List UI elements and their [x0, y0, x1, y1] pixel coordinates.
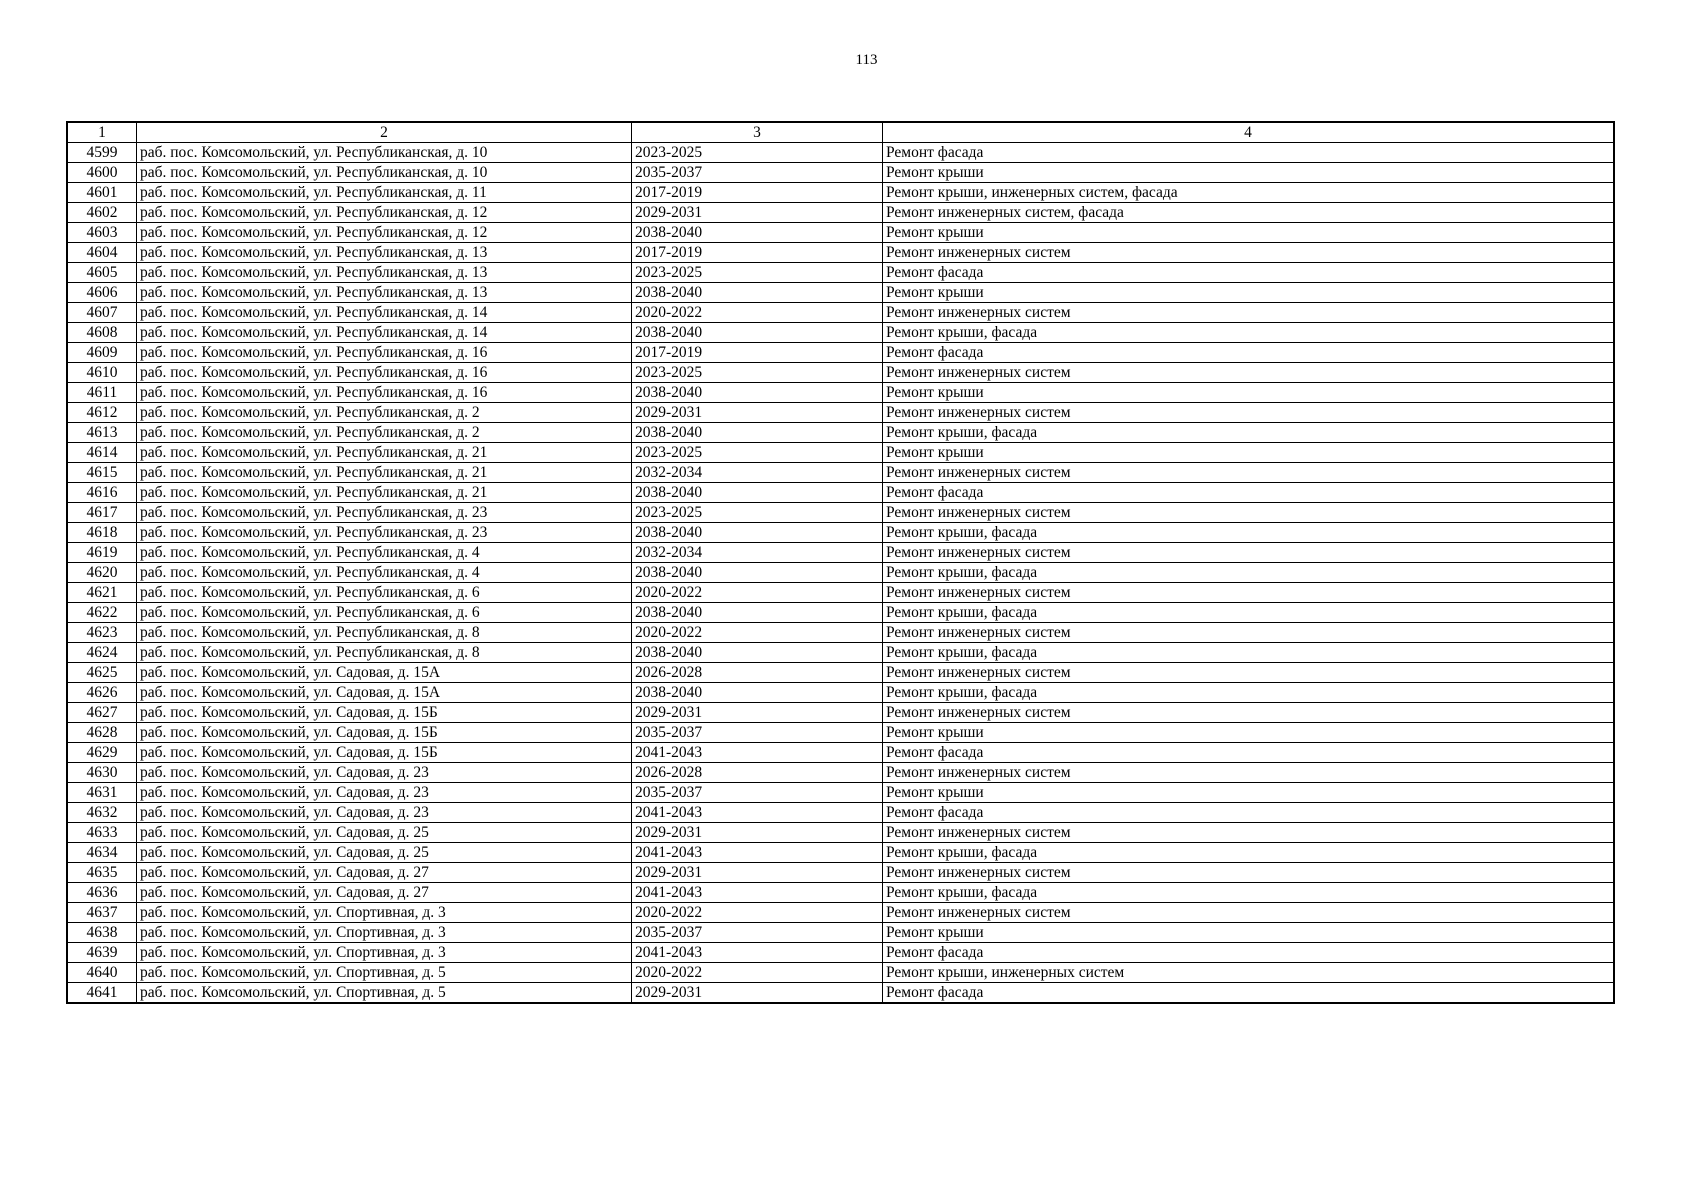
work-type-cell: Ремонт инженерных систем: [883, 543, 1615, 563]
work-type-cell: Ремонт крыши, фасада: [883, 643, 1615, 663]
work-type-cell: Ремонт фасада: [883, 743, 1615, 763]
row-number-cell: 4623: [67, 623, 137, 643]
row-number-cell: 4612: [67, 403, 137, 423]
table-row: [67, 803, 1614, 823]
work-type-cell: Ремонт крыши: [883, 383, 1615, 403]
work-type-cell: Ремонт инженерных систем: [883, 903, 1615, 923]
work-type-cell: Ремонт крыши, инженерных систем: [883, 963, 1615, 983]
work-type-cell: Ремонт фасада: [883, 983, 1615, 1004]
address-cell: раб. пос. Комсомольский, ул. Садовая, д. 15Б: [137, 723, 632, 743]
row-number-cell: 4604: [67, 243, 137, 263]
row-number-cell: 4634: [67, 843, 137, 863]
address-cell: раб. пос. Комсомольский, ул. Республиканская, д. 21: [137, 463, 632, 483]
row-number-cell: 4635: [67, 863, 137, 883]
period-cell: 2041-2043: [632, 943, 883, 963]
table-row: [67, 483, 1614, 503]
work-type-cell: Ремонт крыши, фасада: [883, 603, 1615, 623]
row-number-cell: 4628: [67, 723, 137, 743]
row-number-cell: 4633: [67, 823, 137, 843]
row-number-cell: 4625: [67, 663, 137, 683]
row-number-cell: 4638: [67, 923, 137, 943]
work-type-cell: Ремонт инженерных систем: [883, 703, 1615, 723]
row-number-cell: 4637: [67, 903, 137, 923]
table-row: [67, 323, 1614, 343]
table-row: [67, 503, 1614, 523]
address-cell: раб. пос. Комсомольский, ул. Садовая, д. 23: [137, 783, 632, 803]
row-number-cell: 4641: [67, 983, 137, 1004]
period-cell: 2038-2040: [632, 683, 883, 703]
table-row: [67, 763, 1614, 783]
period-cell: 2038-2040: [632, 483, 883, 503]
period-cell: 2023-2025: [632, 443, 883, 463]
row-number-cell: 4636: [67, 883, 137, 903]
row-number-cell: 4611: [67, 383, 137, 403]
period-cell: 2035-2037: [632, 723, 883, 743]
period-cell: 2029-2031: [632, 403, 883, 423]
period-cell: 2038-2040: [632, 643, 883, 663]
period-cell: 2038-2040: [632, 283, 883, 303]
period-cell: 2035-2037: [632, 923, 883, 943]
period-cell: 2020-2022: [632, 963, 883, 983]
table-row: [67, 683, 1614, 703]
address-cell: раб. пос. Комсомольский, ул. Республиканская, д. 23: [137, 503, 632, 523]
address-cell: раб. пос. Комсомольский, ул. Республиканская, д. 4: [137, 563, 632, 583]
period-cell: 2023-2025: [632, 503, 883, 523]
address-cell: раб. пос. Комсомольский, ул. Республиканская, д. 16: [137, 363, 632, 383]
address-cell: раб. пос. Комсомольский, ул. Спортивная, д. 3: [137, 923, 632, 943]
address-cell: раб. пос. Комсомольский, ул. Спортивная, д. 5: [137, 963, 632, 983]
table-row: [67, 983, 1614, 1004]
work-type-cell: Ремонт фасада: [883, 143, 1615, 163]
table-row: [67, 663, 1614, 683]
address-cell: раб. пос. Комсомольский, ул. Республиканская, д. 13: [137, 263, 632, 283]
row-number-cell: 4616: [67, 483, 137, 503]
work-type-cell: Ремонт фасада: [883, 483, 1615, 503]
work-type-cell: Ремонт крыши: [883, 723, 1615, 743]
work-type-cell: Ремонт инженерных систем: [883, 763, 1615, 783]
row-number-cell: 4617: [67, 503, 137, 523]
row-number-cell: 4639: [67, 943, 137, 963]
table-row: [67, 823, 1614, 843]
row-number-cell: 4629: [67, 743, 137, 763]
work-type-cell: Ремонт инженерных систем: [883, 243, 1615, 263]
work-type-cell: Ремонт инженерных систем: [883, 583, 1615, 603]
work-type-cell: Ремонт крыши, инженерных систем, фасада: [883, 183, 1615, 203]
table-row: [67, 943, 1614, 963]
period-cell: 2041-2043: [632, 743, 883, 763]
work-type-cell: Ремонт крыши, фасада: [883, 843, 1615, 863]
table-row: [67, 603, 1614, 623]
address-cell: раб. пос. Комсомольский, ул. Республиканская, д. 23: [137, 523, 632, 543]
address-cell: раб. пос. Комсомольский, ул. Садовая, д. 15Б: [137, 703, 632, 723]
table-row: [67, 283, 1614, 303]
work-type-cell: Ремонт фасада: [883, 943, 1615, 963]
address-cell: раб. пос. Комсомольский, ул. Республиканская, д. 8: [137, 643, 632, 663]
work-type-cell: Ремонт крыши: [883, 163, 1615, 183]
work-type-cell: Ремонт крыши: [883, 283, 1615, 303]
header-col-2: 2: [137, 122, 632, 143]
table-row: [67, 463, 1614, 483]
table-row: [67, 243, 1614, 263]
period-cell: 2032-2034: [632, 543, 883, 563]
address-cell: раб. пос. Комсомольский, ул. Спортивная, д. 3: [137, 903, 632, 923]
table-row: [67, 863, 1614, 883]
address-cell: раб. пос. Комсомольский, ул. Республиканская, д. 14: [137, 323, 632, 343]
table-row: [67, 883, 1614, 903]
table-row: [67, 923, 1614, 943]
header-col-4: 4: [883, 122, 1615, 143]
row-number-cell: 4601: [67, 183, 137, 203]
row-number-cell: 4600: [67, 163, 137, 183]
table-row: [67, 163, 1614, 183]
address-cell: раб. пос. Комсомольский, ул. Республиканская, д. 12: [137, 203, 632, 223]
work-type-cell: Ремонт крыши: [883, 443, 1615, 463]
period-cell: 2020-2022: [632, 623, 883, 643]
table-row: [67, 523, 1614, 543]
address-cell: раб. пос. Комсомольский, ул. Республиканская, д. 16: [137, 343, 632, 363]
address-cell: раб. пос. Комсомольский, ул. Спортивная, д. 5: [137, 983, 632, 1004]
period-cell: 2032-2034: [632, 463, 883, 483]
address-cell: раб. пос. Комсомольский, ул. Республиканская, д. 11: [137, 183, 632, 203]
period-cell: 2020-2022: [632, 303, 883, 323]
address-cell: раб. пос. Комсомольский, ул. Республиканская, д. 14: [137, 303, 632, 323]
period-cell: 2029-2031: [632, 863, 883, 883]
period-cell: 2041-2043: [632, 883, 883, 903]
address-cell: раб. пос. Комсомольский, ул. Садовая, д. 23: [137, 763, 632, 783]
table-row: [67, 223, 1614, 243]
address-cell: раб. пос. Комсомольский, ул. Садовая, д. 23: [137, 803, 632, 823]
address-cell: раб. пос. Комсомольский, ул. Республиканская, д. 2: [137, 403, 632, 423]
work-type-cell: Ремонт инженерных систем: [883, 623, 1615, 643]
row-number-cell: 4627: [67, 703, 137, 723]
work-type-cell: Ремонт инженерных систем: [883, 463, 1615, 483]
work-type-cell: Ремонт инженерных систем: [883, 503, 1615, 523]
address-cell: раб. пос. Комсомольский, ул. Республиканская, д. 2: [137, 423, 632, 443]
row-number-cell: 4631: [67, 783, 137, 803]
row-number-cell: 4619: [67, 543, 137, 563]
address-cell: раб. пос. Комсомольский, ул. Республиканская, д. 21: [137, 443, 632, 463]
table-row: [67, 403, 1614, 423]
address-cell: раб. пос. Комсомольский, ул. Спортивная, д. 3: [137, 943, 632, 963]
row-number-cell: 4615: [67, 463, 137, 483]
row-number-cell: 4610: [67, 363, 137, 383]
address-cell: раб. пос. Комсомольский, ул. Республиканская, д. 6: [137, 583, 632, 603]
period-cell: 2026-2028: [632, 763, 883, 783]
period-cell: 2017-2019: [632, 243, 883, 263]
work-type-cell: Ремонт инженерных систем: [883, 863, 1615, 883]
period-cell: 2041-2043: [632, 843, 883, 863]
row-number-cell: 4632: [67, 803, 137, 823]
work-type-cell: Ремонт инженерных систем: [883, 303, 1615, 323]
period-cell: 2038-2040: [632, 563, 883, 583]
row-number-cell: 4640: [67, 963, 137, 983]
work-type-cell: Ремонт инженерных систем: [883, 363, 1615, 383]
table-row: [67, 963, 1614, 983]
period-cell: 2020-2022: [632, 583, 883, 603]
table-row: [67, 703, 1614, 723]
row-number-cell: 4620: [67, 563, 137, 583]
period-cell: 2029-2031: [632, 823, 883, 843]
address-cell: раб. пос. Комсомольский, ул. Республиканская, д. 8: [137, 623, 632, 643]
row-number-cell: 4621: [67, 583, 137, 603]
table-row: [67, 363, 1614, 383]
row-number-cell: 4618: [67, 523, 137, 543]
page-number: 113: [855, 52, 878, 68]
address-cell: раб. пос. Комсомольский, ул. Садовая, д. 25: [137, 823, 632, 843]
address-cell: раб. пос. Комсомольский, ул. Республиканская, д. 16: [137, 383, 632, 403]
period-cell: 2041-2043: [632, 803, 883, 823]
address-cell: раб. пос. Комсомольский, ул. Республиканская, д. 13: [137, 243, 632, 263]
address-cell: раб. пос. Комсомольский, ул. Садовая, д. 27: [137, 863, 632, 883]
work-type-cell: Ремонт инженерных систем, фасада: [883, 203, 1615, 223]
address-cell: раб. пос. Комсомольский, ул. Садовая, д. 25: [137, 843, 632, 863]
table-row: [67, 583, 1614, 603]
work-type-cell: Ремонт крыши: [883, 923, 1615, 943]
row-number-cell: 4608: [67, 323, 137, 343]
period-cell: 2029-2031: [632, 203, 883, 223]
table-row: [67, 783, 1614, 803]
period-cell: 2038-2040: [632, 223, 883, 243]
row-number-cell: 4614: [67, 443, 137, 463]
work-type-cell: Ремонт фасада: [883, 803, 1615, 823]
work-type-cell: Ремонт инженерных систем: [883, 403, 1615, 423]
address-cell: раб. пос. Комсомольский, ул. Садовая, д. 15А: [137, 663, 632, 683]
table-row: [67, 543, 1614, 563]
address-cell: раб. пос. Комсомольский, ул. Республиканская, д. 10: [137, 143, 632, 163]
row-number-cell: 4630: [67, 763, 137, 783]
address-cell: раб. пос. Комсомольский, ул. Садовая, д. 15А: [137, 683, 632, 703]
row-number-cell: 4599: [67, 143, 137, 163]
period-cell: 2038-2040: [632, 383, 883, 403]
table-row: [67, 203, 1614, 223]
table-row: [67, 643, 1614, 663]
work-type-cell: Ремонт крыши: [883, 783, 1615, 803]
work-type-cell: Ремонт инженерных систем: [883, 663, 1615, 683]
period-cell: 2038-2040: [632, 323, 883, 343]
table-row: [67, 723, 1614, 743]
table-row: [67, 423, 1614, 443]
repair-schedule-table: [66, 121, 1615, 1004]
table-row: [67, 563, 1614, 583]
table-header-row: [67, 122, 1614, 143]
period-cell: 2029-2031: [632, 983, 883, 1004]
table-row: [67, 343, 1614, 363]
row-number-cell: 4603: [67, 223, 137, 243]
row-number-cell: 4622: [67, 603, 137, 623]
work-type-cell: Ремонт крыши, фасада: [883, 683, 1615, 703]
period-cell: 2038-2040: [632, 603, 883, 623]
address-cell: раб. пос. Комсомольский, ул. Республиканская, д. 10: [137, 163, 632, 183]
period-cell: 2020-2022: [632, 903, 883, 923]
row-number-cell: 4602: [67, 203, 137, 223]
row-number-cell: 4607: [67, 303, 137, 323]
row-number-cell: 4606: [67, 283, 137, 303]
work-type-cell: Ремонт крыши, фасада: [883, 523, 1615, 543]
table-body: [67, 122, 1614, 1003]
table-row: [67, 383, 1614, 403]
table-row: [67, 143, 1614, 163]
work-type-cell: Ремонт крыши, фасада: [883, 323, 1615, 343]
address-cell: раб. пос. Комсомольский, ул. Республиканская, д. 13: [137, 283, 632, 303]
table-row: [67, 303, 1614, 323]
row-number-cell: 4605: [67, 263, 137, 283]
table-row: [67, 443, 1614, 463]
table-row: [67, 263, 1614, 283]
work-type-cell: Ремонт крыши, фасада: [883, 883, 1615, 903]
period-cell: 2038-2040: [632, 523, 883, 543]
period-cell: 2023-2025: [632, 363, 883, 383]
period-cell: 2017-2019: [632, 183, 883, 203]
table-row: [67, 623, 1614, 643]
period-cell: 2023-2025: [632, 143, 883, 163]
period-cell: 2029-2031: [632, 703, 883, 723]
period-cell: 2035-2037: [632, 163, 883, 183]
period-cell: 2038-2040: [632, 423, 883, 443]
work-type-cell: Ремонт крыши: [883, 223, 1615, 243]
row-number-cell: 4609: [67, 343, 137, 363]
table-row: [67, 903, 1614, 923]
address-cell: раб. пос. Комсомольский, ул. Республиканская, д. 6: [137, 603, 632, 623]
table-row: [67, 843, 1614, 863]
address-cell: раб. пос. Комсомольский, ул. Республиканская, д. 21: [137, 483, 632, 503]
period-cell: 2023-2025: [632, 263, 883, 283]
period-cell: 2026-2028: [632, 663, 883, 683]
work-type-cell: Ремонт крыши, фасада: [883, 563, 1615, 583]
row-number-cell: 4624: [67, 643, 137, 663]
period-cell: 2035-2037: [632, 783, 883, 803]
table-row: [67, 183, 1614, 203]
work-type-cell: Ремонт крыши, фасада: [883, 423, 1615, 443]
address-cell: раб. пос. Комсомольский, ул. Садовая, д. 15Б: [137, 743, 632, 763]
address-cell: раб. пос. Комсомольский, ул. Садовая, д. 27: [137, 883, 632, 903]
address-cell: раб. пос. Комсомольский, ул. Республиканская, д. 12: [137, 223, 632, 243]
header-col-1: 1: [67, 122, 137, 143]
header-col-3: 3: [632, 122, 883, 143]
work-type-cell: Ремонт инженерных систем: [883, 823, 1615, 843]
table-row: [67, 743, 1614, 763]
row-number-cell: 4613: [67, 423, 137, 443]
row-number-cell: 4626: [67, 683, 137, 703]
period-cell: 2017-2019: [632, 343, 883, 363]
address-cell: раб. пос. Комсомольский, ул. Республиканская, д. 4: [137, 543, 632, 563]
work-type-cell: Ремонт фасада: [883, 263, 1615, 283]
work-type-cell: Ремонт фасада: [883, 343, 1615, 363]
